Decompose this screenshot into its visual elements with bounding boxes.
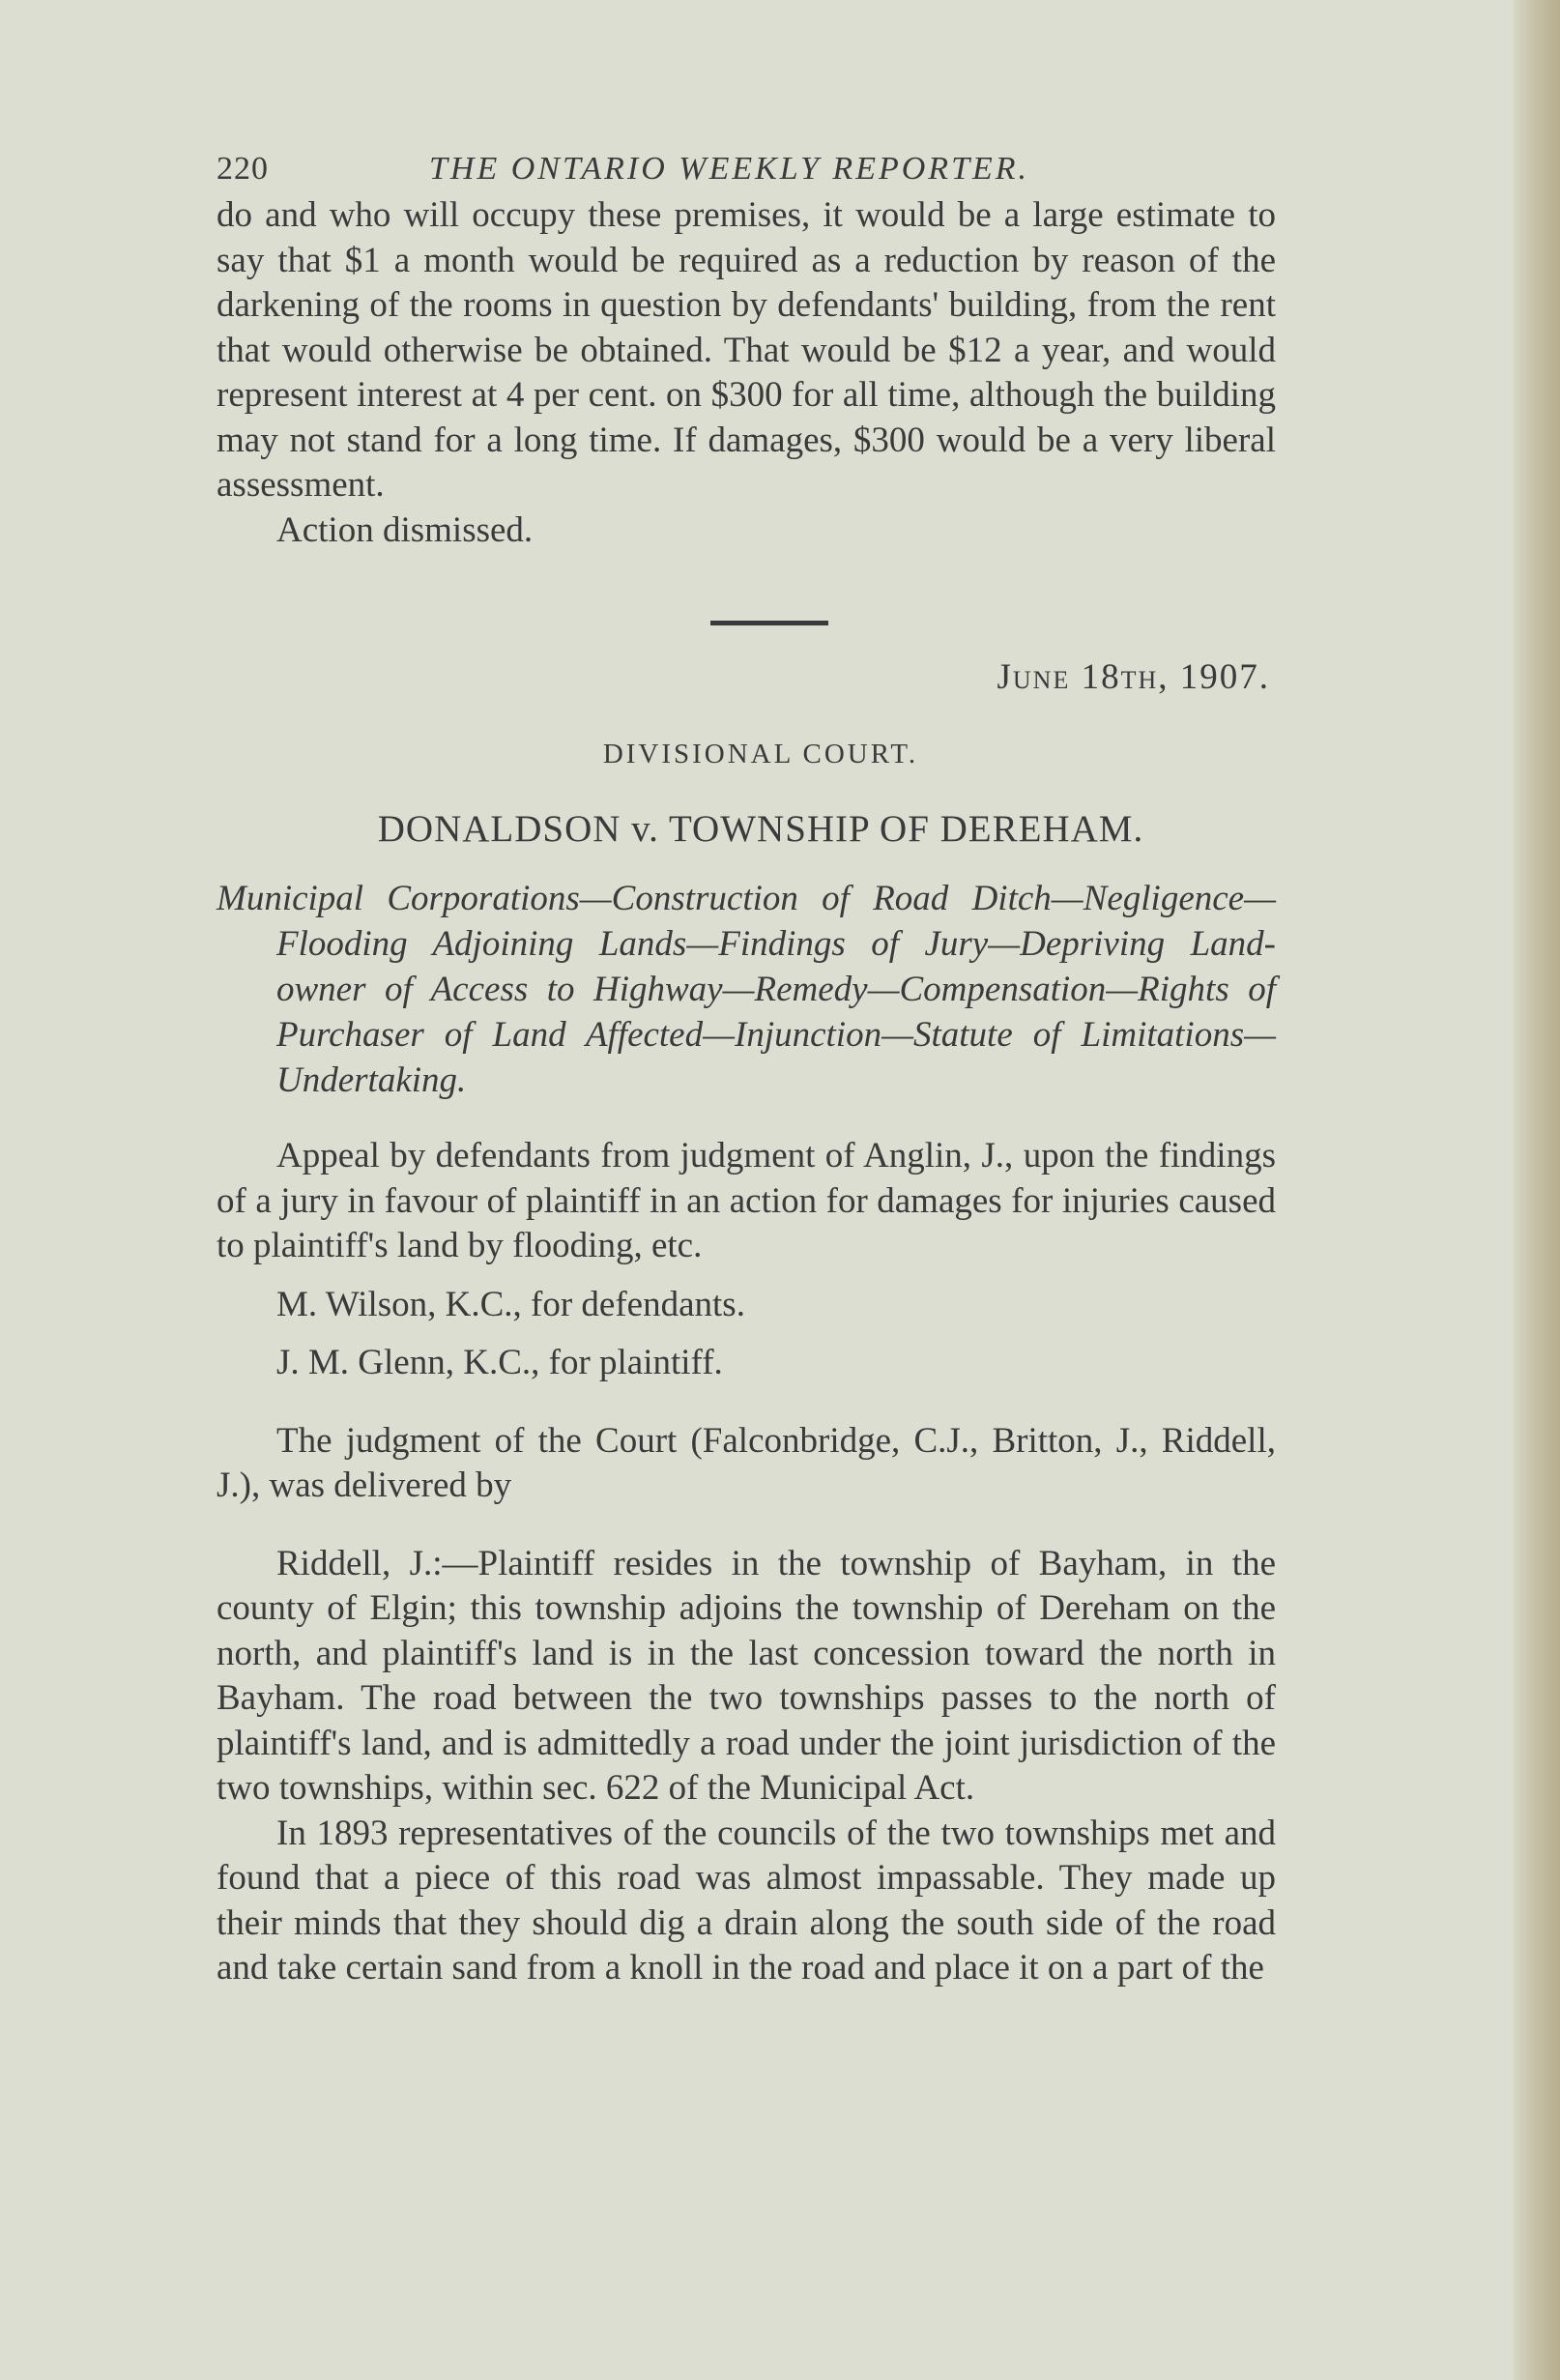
counsel-defendants: M. Wilson, K.C., for defendants. [276,1284,745,1324]
document-page [217,145,1276,1991]
court-name: DIVISIONAL COURT. [602,739,919,769]
counsel-plaintiff: J. M. Glenn, K.C., for plaintiff. [276,1343,723,1382]
appeal-paragraph: Appeal by defendants from judgment of Anglin, J., upon the findings of a jury in favour of plaintiff in an action for damages for injuries caused to plaintiff's land by flooding, etc. [217,1136,1276,1265]
page-header [217,145,1276,193]
section-separator [710,621,828,625]
decision-date: June 18th, 1907. [997,657,1270,697]
case-title: DONALDSON v. TOWNSHIP OF DEREHAM. [377,808,1144,850]
judgment-paragraph-1: Riddell, J.:—Plaintiff resides in the township of Bayham, in the county of Elgin; this township adjoins the township of Dereham on the north, and plaintiff's land is in the last concession toward the north in Bayham. The road between the two townships passes to the north of plaintiff's land, and is admittedly a road under the joint jurisdiction of the two townships, within sec. 622 of the Municipal Act. [217,1543,1276,1808]
page-number: 220 [217,151,269,187]
page-edge [1514,0,1560,2380]
running-title: THE ONTARIO WEEKLY REPORTER. [429,151,1030,187]
judgment-paragraph-2: In 1893 representatives of the councils of the two townships met and found that a piece of this road was almost impassable. They made up their minds that they should dig a drain along the south side of the road and take certain sand from a knoll in the road and place it on a part of the [217,1813,1276,1988]
disposition: Action dismissed. [276,509,534,550]
opening-paragraph: do and who will occupy these premises, it would be a large estimate to say that $1 a month would be required as a reduction by reason of the darkening of the rooms in question by defendants' building, from the rent that would otherwise be obtained. That would be $12 a year, and would represent interest at 4 per cent. on $300 for all time, although the building may not stand for a long time. If damages, $300 would be a very liberal assessment. [217,195,1276,505]
headnote: Municipal Corporations—Construction of Road Ditch—Negligence—Flooding Adjoining Lands—Findings of Jury—Depriving Land-owner of Access to Highway—Remedy—Compensation—Rights of Purchaser of Land Affected—Injunction—Statute of Limitations—Undertaking. [217,879,1276,1100]
judgment-intro: The judgment of the Court (Falconbridge, C.J., Britton, J., Riddell, J.), was delivered by [217,1420,1276,1505]
